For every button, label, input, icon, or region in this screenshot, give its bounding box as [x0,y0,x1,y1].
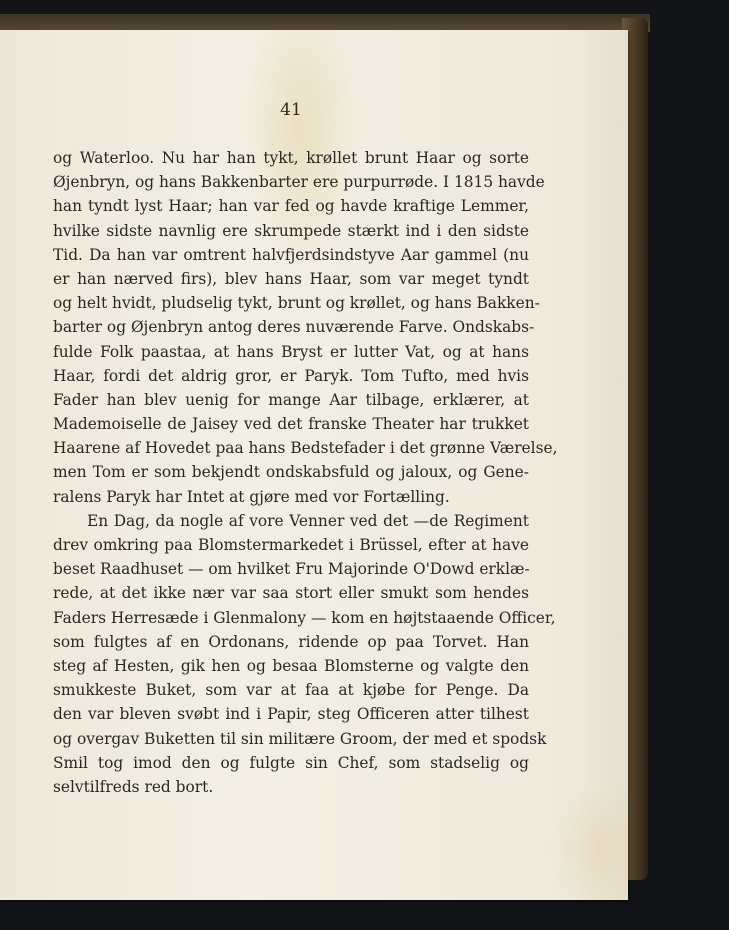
text-line: hvilke sidste navnlig ere skrumpede stærkt ind i den sidste [53,221,529,240]
text-line: og Waterloo. Nu har han tykt, krøllet brunt Haar og sorte [53,149,529,167]
text-line: drev omkring paa Blomstermarkedet i Brüssel, efter at have [53,536,529,554]
text-line: ralens Paryk har Intet at gjøre med vor Fortælling. [53,487,450,506]
page-body-text [53,146,558,799]
text-line: Mademoiselle de Jaisey ved det franske Theater har trukket [53,415,529,434]
text-line: fulde Folk paastaa, at hans Bryst er lutter Vat, og at hans [53,342,529,361]
text-line: Faders Herresæde i Glenmalony — kom en højtstaaende Officer, [53,608,556,627]
text-line: og helt hvidt, pludselig tykt, brunt og krøllet, og hans Bakken- [53,294,540,313]
text-line: men Tom er som bekjendt ondskabsfuld og jaloux, og Gene- [53,463,529,482]
text-line: smukkeste Buket, som var at faa at kjøbe for Penge. Da [53,681,529,700]
text-line: steg af Hesten, gik hen og besaa Blomsterne og valgte den [53,656,529,675]
text-line: den var bleven svøbt ind i Papir, steg Officeren atter tilhest [53,705,529,724]
text-line: som fulgtes af en Ordonans, ridende op paa Torvet. Han [53,632,529,651]
text-line: beset Raadhuset — om hvilket Fru Majorinde O'Dowd erklæ- [53,560,530,579]
book-page [0,30,628,900]
text-line: Øjenbryn, og hans Bakkenbarter ere purpurrøde. I 1815 havde [53,173,545,192]
text-line: selvtilfreds red bort. [53,777,214,796]
text-line: er han nærved firs), blev hans Haar, som var meget tyndt [53,269,529,288]
page-number: 41 [280,100,302,120]
paragraph [53,146,558,509]
text-line: Haarene af Hovedet paa hans Bedstefader i det grønne Værelse, [53,439,558,458]
text-line: Tid. Da han var omtrent halvfjerdsindstyve Aar gammel (nu [53,245,529,264]
text-line: han tyndt lyst Haar; han var fed og havde kraftige Lemmer, [53,197,529,216]
text-line: Smil tog imod den og fulgte sin Chef, som stadselig og [53,753,529,772]
text-line: Fader han blev uenig for mange Aar tilbage, erklærer, at [53,390,529,409]
paragraph [53,509,556,799]
text-line: barter og Øjenbryn antog deres nuværende Farve. Ondskabs- [53,318,535,337]
text-line: og overgav Buketten til sin militære Groom, der med et spodsk [53,729,547,748]
text-line: En Dag, da nogle af vore Venner ved det —de Regiment [87,511,529,530]
text-line: rede, at det ikke nær var saa stort eller smukt som hendes [53,584,529,603]
text-line: Haar, fordi det aldrig gror, er Paryk. Tom Tufto, med hvis [53,366,529,385]
